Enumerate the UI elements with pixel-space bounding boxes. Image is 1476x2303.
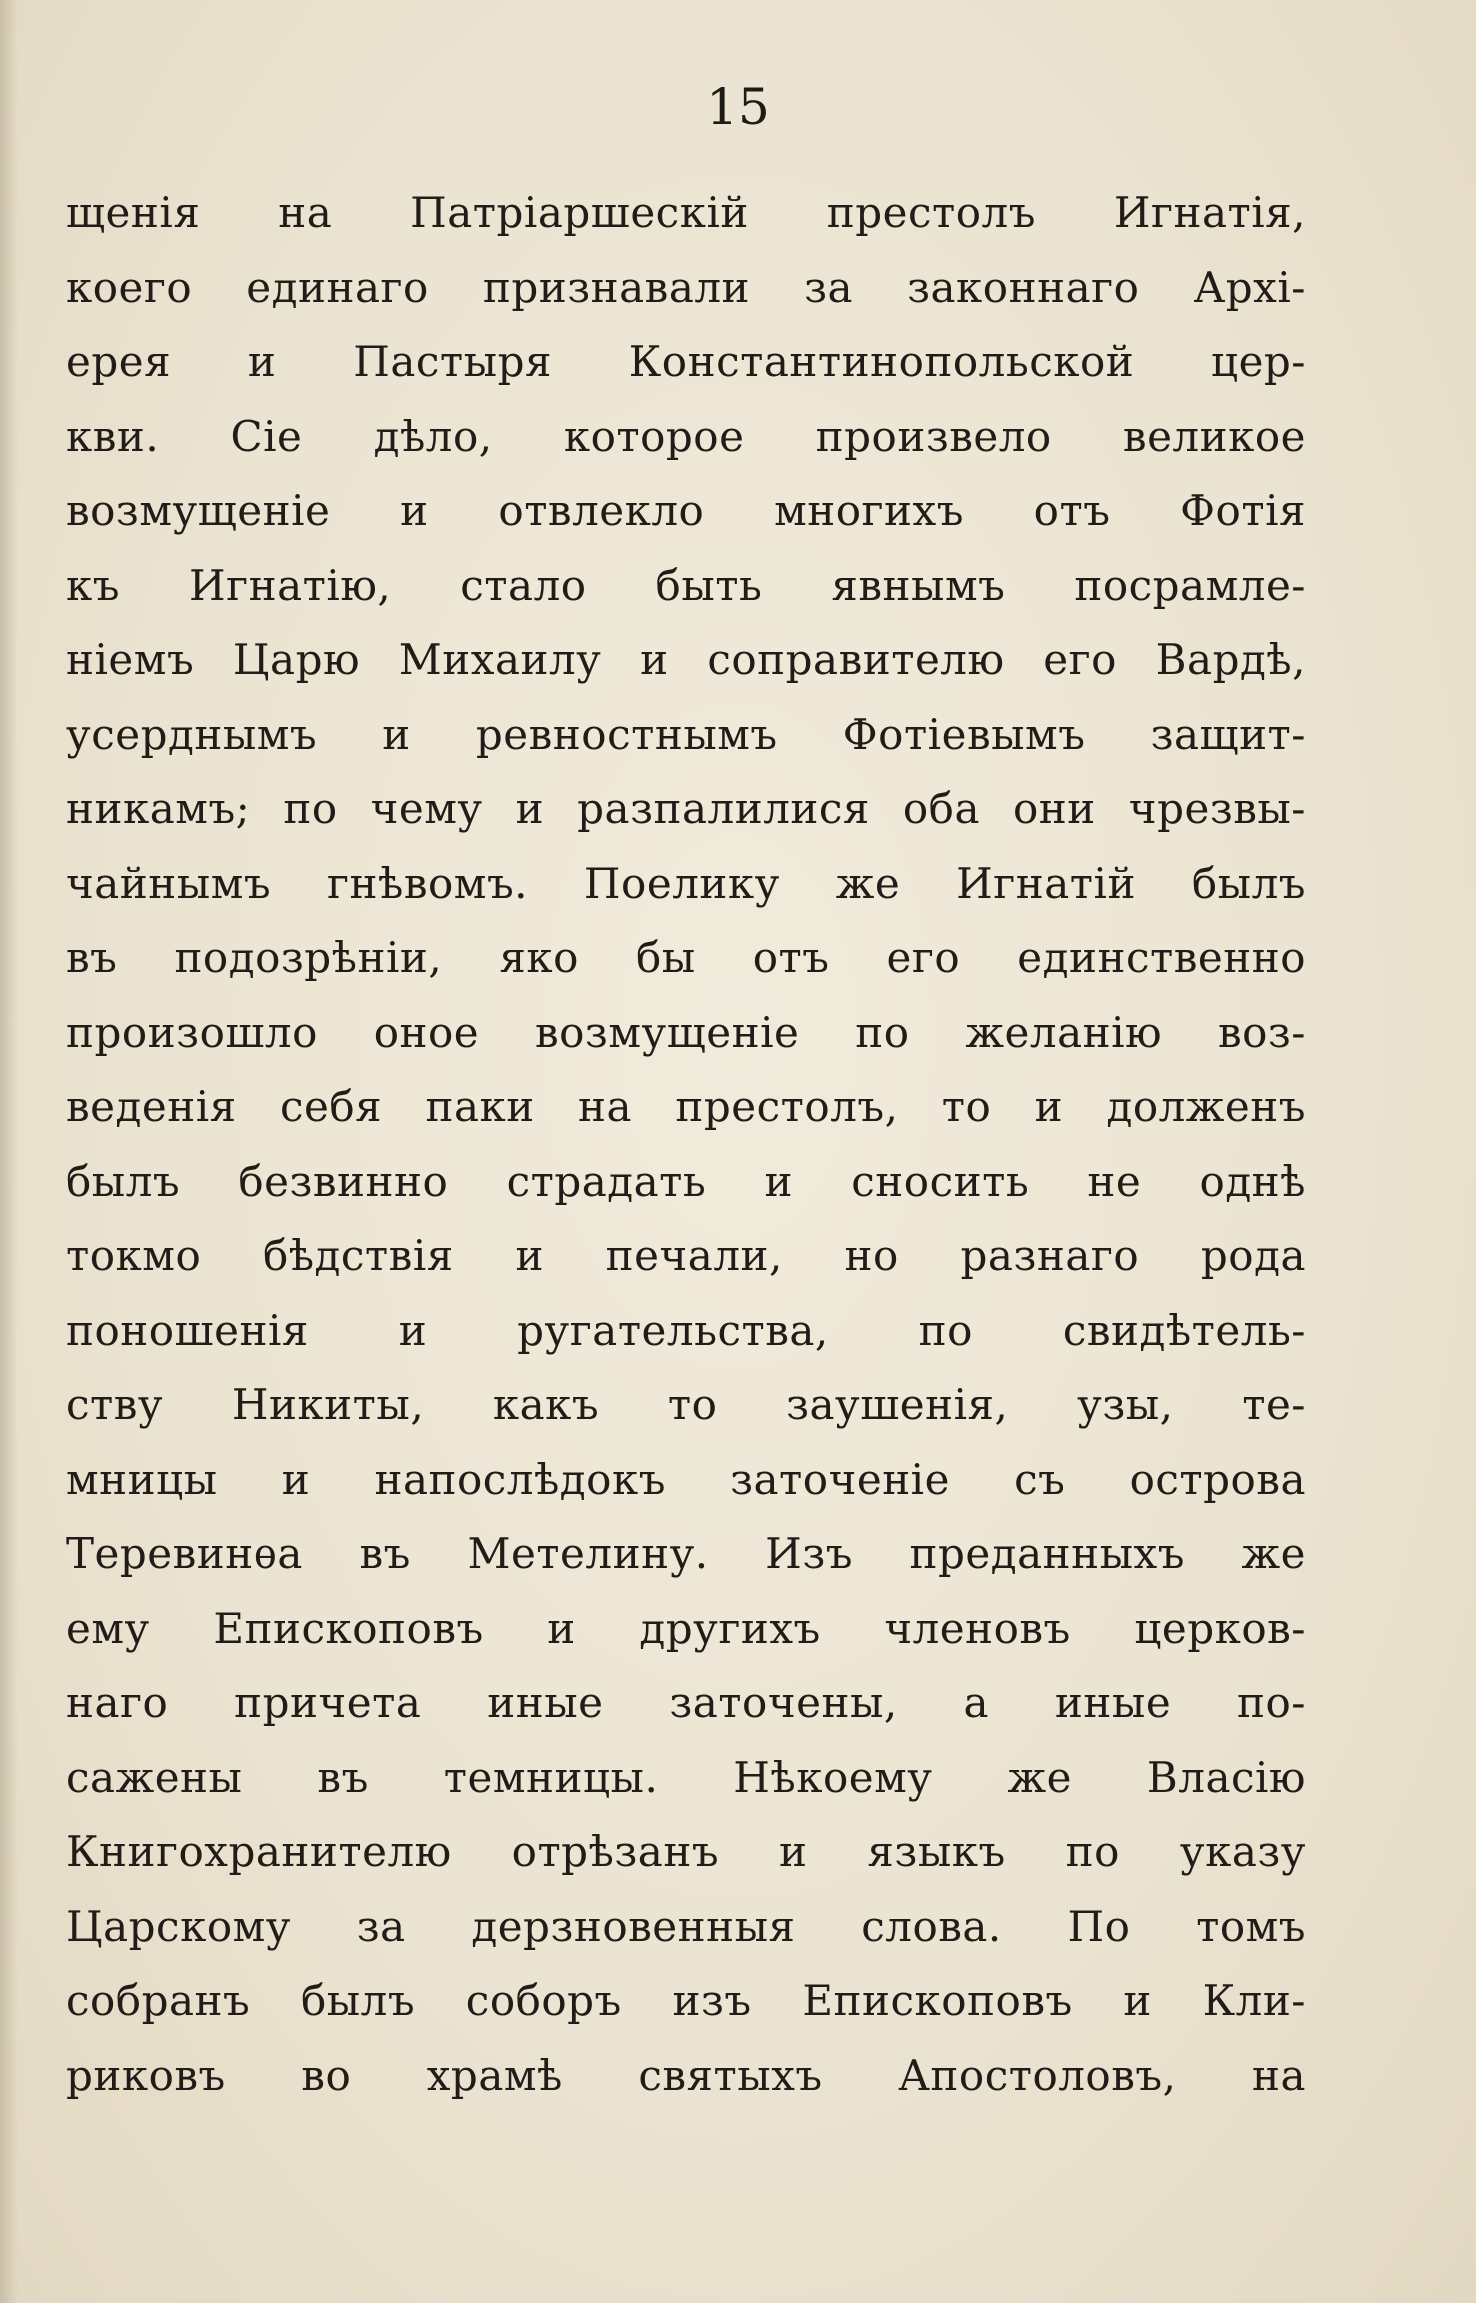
text-line: ему Епископовъ и другихъ членовъ церков- [66,1603,1306,1653]
text-line: Царскому за дерзновенныя слова. По томъ [66,1901,1306,1951]
page-number: 15 [706,78,770,136]
text-line: произошло оное возмущеніе по желанію воз- [66,1007,1306,1057]
body-text [66,176,1306,2113]
page-edge-shadow [0,0,18,2303]
text-line: чайнымъ гнѣвомъ. Поелику же Игнатій былъ [66,858,1306,908]
text-line: сажены въ темницы. Нѣкоему же Власію [66,1752,1306,1802]
text-line: коего единаго признавали за законнаго Архі- [66,262,1306,312]
text-line: веденія себя паки на престолъ, то и долженъ [66,1082,1306,1131]
text-line: никамъ; по чему и разпалилися оба они чрезвы- [66,784,1306,833]
text-line: ніемъ Царю Михаилу и соправителю его Вардѣ, [66,635,1306,684]
text-line: былъ безвинно страдать и сносить не однѣ [66,1156,1306,1206]
text-line: ству Никиты, какъ то заушенія, узы, те- [66,1380,1306,1429]
text-line: токмо бѣдствія и печали, но разнаго рода [66,1231,1306,1280]
text-line: къ Игнатію, стало быть явнымъ посрамле- [66,560,1306,610]
text-line: Книгохранителю отрѣзанъ и языкъ по указу [66,1827,1306,1876]
text-line: наго причета иные заточены, а иные по- [66,1678,1306,1727]
text-line: кви. Сіе дѣло, которое произвело великое [66,411,1306,461]
text-line: щенія на Патріаршескій престолъ Игнатія, [66,188,1306,237]
text-line: возмущеніе и отвлекло многихъ отъ Фотія [66,486,1306,535]
text-line: усерднымъ и ревностнымъ Фотіевымъ защит- [66,709,1306,759]
text-line: риковъ во храмѣ святыхъ Апостоловъ, на [66,2050,1306,2100]
text-line: ерея и Пастыря Константинопольской цер- [66,337,1306,386]
text-line: въ подозрѣніи, яко бы отъ его единственно [66,933,1306,982]
text-line: мницы и напослѣдокъ заточеніе съ острова [66,1454,1306,1504]
text-line: Теревинѳа въ Метелину. Изъ преданныхъ же [66,1529,1306,1578]
text-line: поношенія и ругательства, по свидѣтель- [66,1305,1306,1355]
text-line: собранъ былъ соборъ изъ Епископовъ и Кли- [66,1976,1306,2025]
